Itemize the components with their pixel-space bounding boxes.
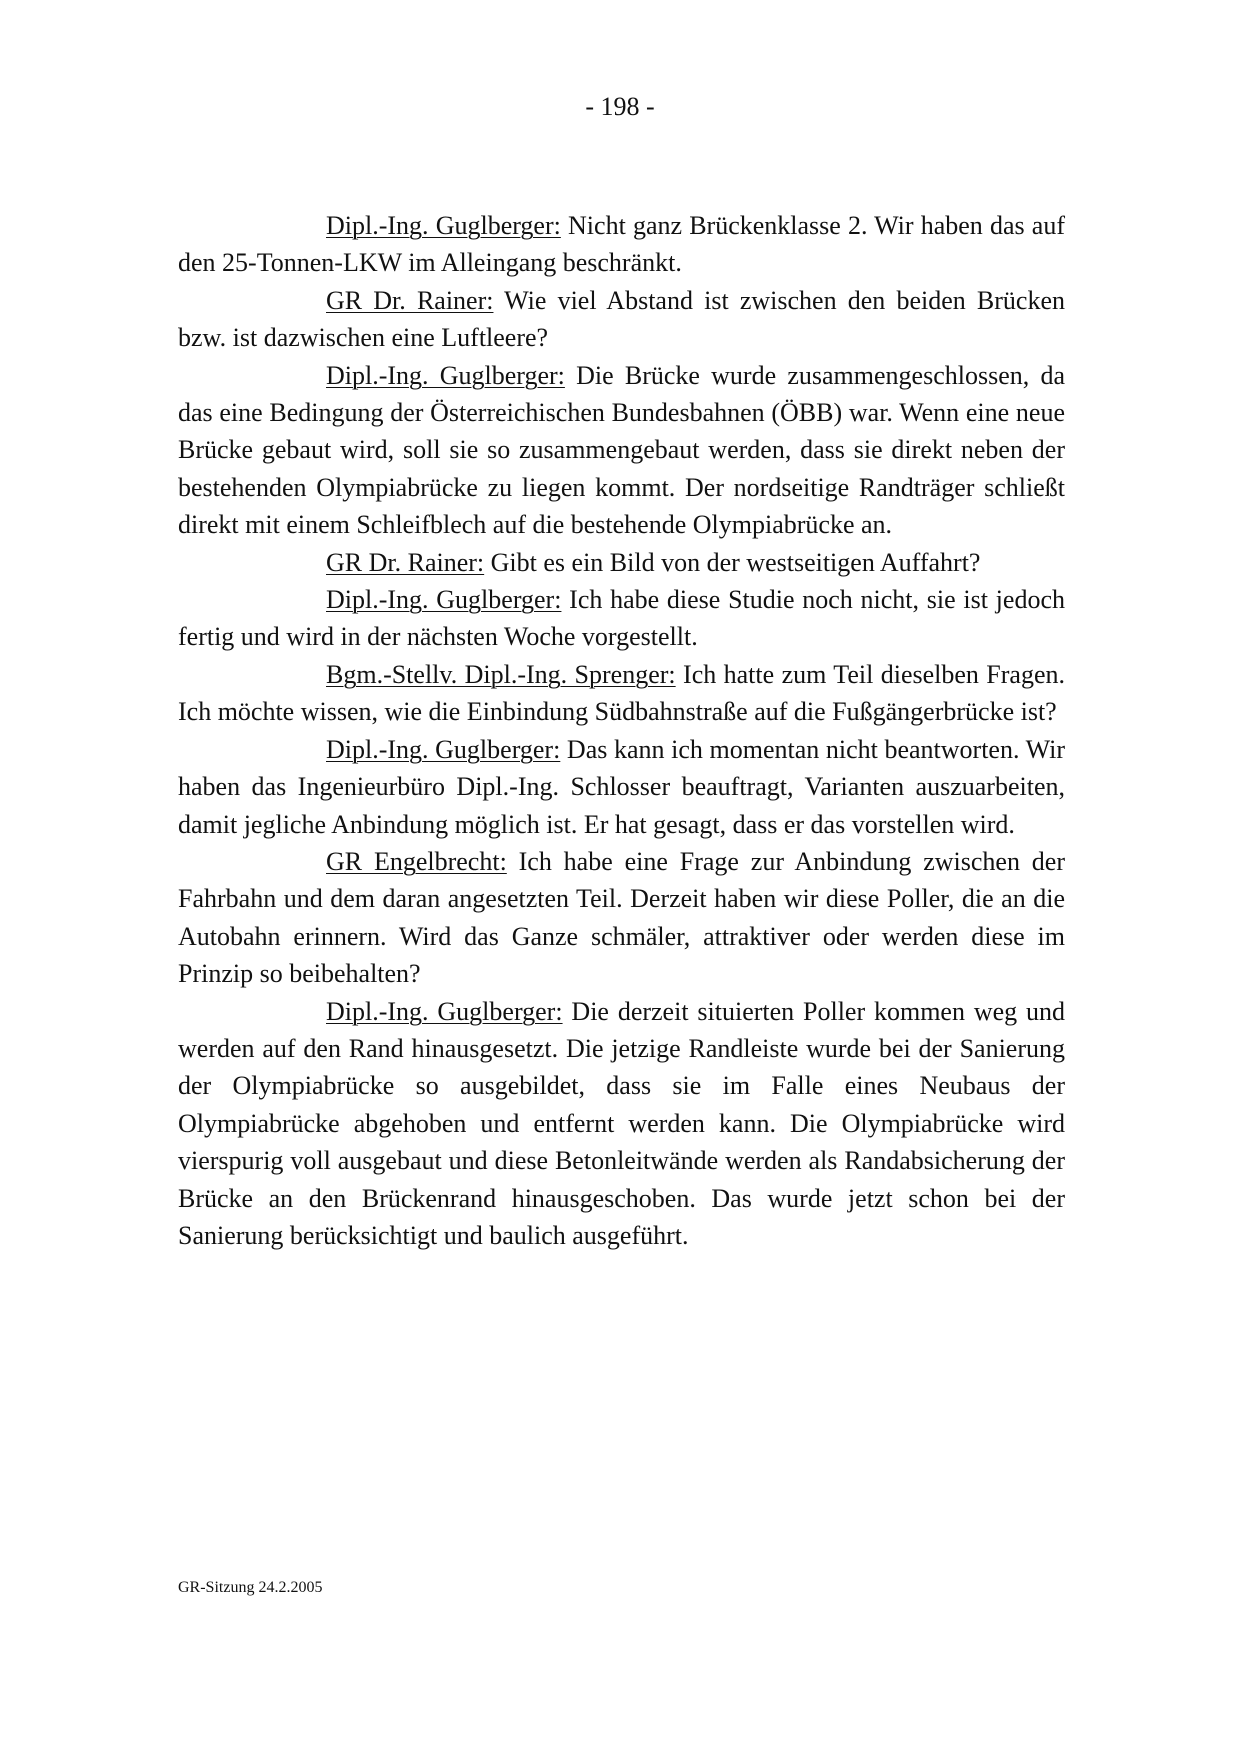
speaker-name: Dipl.-Ing. Guglberger:: [326, 734, 561, 764]
statement-text: Das kann ich momentan nicht beantworten. Wir haben das Ingenieurbüro Dipl.-Ing. Schlosser beauftragt, Varianten auszuarbeiten, damit jegliche Anbindung möglich ist. Er hat gesagt, dass er das vorstellen wird.: [178, 734, 1065, 839]
footer-session-date: GR-Sitzung 24.2.2005: [178, 1579, 323, 1596]
statement-paragraph: [178, 656, 1065, 731]
statement-paragraph: [178, 731, 1065, 843]
statement-text: Die derzeit situierten Poller kommen weg und werden auf den Rand hinausgesetzt. Die jetzige Randleiste wurde bei der Sanierung der Olympiabrücke so ausgebildet, dass sie im Falle eines Neubaus der Olympiabrücke abgehoben und entfernt werden kann. Die Olympiabrücke wird vierspurig voll ausgebaut und diese Betonleitwände werden als Randabsicherung der Brücke an den Brückenrand hinausgeschoben. Das wurde jetzt schon bei der Sanierung berücksichtigt und baulich ausgeführt.: [178, 996, 1065, 1250]
speaker-name: Dipl.-Ing. Guglberger:: [326, 996, 563, 1026]
statement-text: Wie viel Abstand ist zwischen den beiden Brücken bzw. ist dazwischen eine Luftleere?: [178, 285, 1065, 353]
speaker-name: Dipl.-Ing. Guglberger:: [326, 360, 565, 390]
speaker-name: Dipl.-Ing. Guglberger:: [326, 585, 562, 615]
statement-paragraph: [178, 581, 1065, 656]
statement-paragraph: [178, 843, 1065, 993]
statement-text: Nicht ganz Brückenklasse 2. Wir haben das auf den 25-Tonnen-LKW im Alleingang beschränkt.: [178, 211, 1065, 278]
statement-paragraph: [178, 282, 1065, 357]
speaker-name: Dipl.-Ing. Guglberger:: [326, 211, 561, 240]
speaker-name: GR Dr. Rainer:: [326, 285, 494, 315]
statement-text: Ich hatte zum Teil dieselben Fragen. Ich möchte wissen, wie die Einbindung Südbahnstraße auf die Fußgängerbrücke ist?: [178, 659, 1065, 727]
statement-text: Ich habe diese Studie noch nicht, sie ist jedoch fertig und wird in der nächsten Woche vorgestellt.: [178, 585, 1065, 652]
statement-paragraph: [178, 207, 1065, 282]
page-number: - 198 -: [585, 92, 655, 121]
statement-text: Ich habe eine Frage zur Anbindung zwischen der Fahrbahn und dem daran angesetzten Teil. Derzeit haben wir diese Poller, die an die Autobahn erinnern. Wird das Ganze schmäler, attraktiver oder werden diese im Prinzip so beibehalten?: [178, 846, 1065, 989]
speaker-name: GR Dr. Rainer:: [326, 547, 485, 577]
statement-paragraph: [178, 544, 1065, 581]
speaker-name: GR Engelbrecht:: [326, 846, 507, 876]
statement-paragraph: [178, 993, 1065, 1255]
statement-paragraph: [178, 357, 1065, 544]
transcript-body: [178, 207, 1065, 1254]
speaker-name: Bgm.-Stellv. Dipl.-Ing. Sprenger:: [326, 659, 676, 689]
statement-text: Gibt es ein Bild von der westseitigen Auffahrt?: [484, 547, 981, 577]
statement-text: Die Brücke wurde zusammengeschlossen, da das eine Bedingung der Österreichischen Bundesbahnen (ÖBB) war. Wenn eine neue Brücke gebaut wird, soll sie so zusammengebaut werden, dass sie direkt neben der bestehenden Olympiabrücke zu liegen kommt. Der nordseitige Randträger schließt direkt mit einem Schleifblech auf die bestehende Olympiabrücke an.: [178, 360, 1065, 540]
